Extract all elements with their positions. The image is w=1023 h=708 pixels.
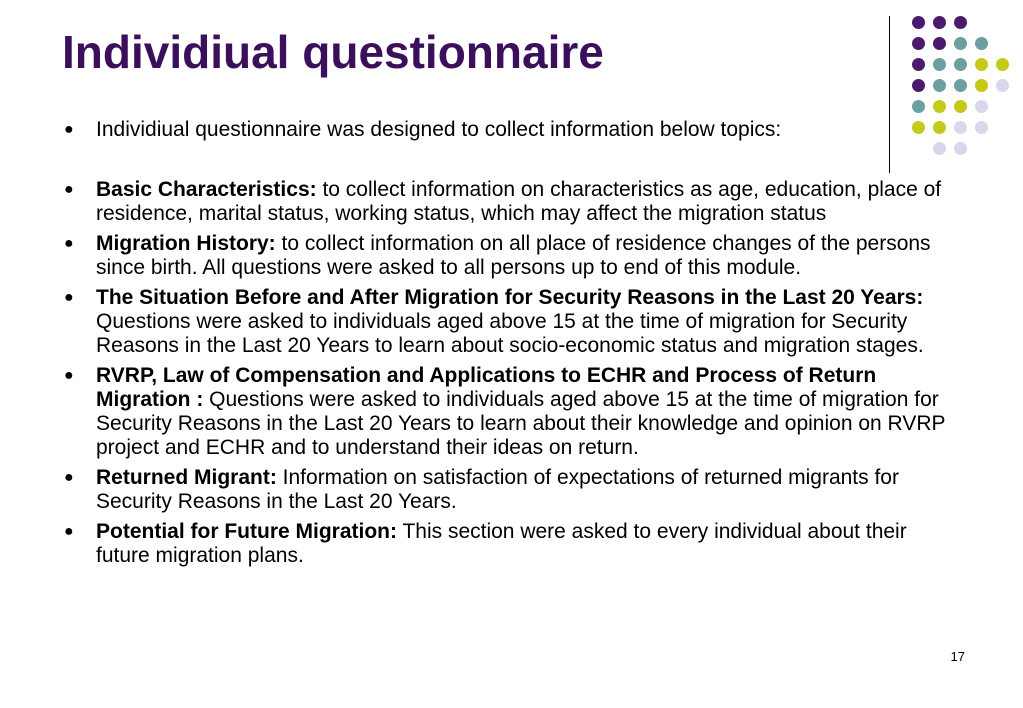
decorative-dot — [954, 142, 967, 155]
topic-lead: The Situation Before and After Migration for Security Reasons in the Last 20 Years: — [96, 286, 924, 309]
topic-lead: Migration History: — [96, 232, 276, 255]
decorative-dot — [933, 16, 946, 29]
decorative-dot — [975, 37, 988, 50]
decorative-dot — [996, 58, 1009, 71]
decorative-dot — [954, 121, 967, 134]
topic-item-migration-history — [64, 232, 964, 280]
decorative-dot — [933, 58, 946, 71]
topic-item-future-migration — [64, 520, 964, 568]
decorative-dot — [975, 79, 988, 92]
decorative-dot — [933, 37, 946, 50]
topic-lead: Basic Characteristics: — [96, 178, 317, 201]
decorative-dot — [996, 79, 1009, 92]
decorative-dot — [975, 100, 988, 113]
decorative-dot — [975, 58, 988, 71]
topic-item-basic-characteristics — [64, 178, 964, 226]
topic-text: Information on satisfaction of expectations of returned migrants for Security Reasons in the Last 20 Years. — [96, 466, 899, 513]
bullet-icon: ● — [64, 121, 74, 138]
decorative-dot — [954, 58, 967, 71]
decorative-dot — [933, 79, 946, 92]
intro-bullet — [64, 118, 944, 142]
decorative-dot — [933, 142, 946, 155]
topic-lead: RVRP, Law of Compensation and Applications to ECHR and Process of Return Migration : — [96, 364, 877, 411]
topic-list — [64, 178, 964, 574]
bullet-icon: ● — [64, 469, 74, 486]
decorative-dot — [912, 37, 925, 50]
topic-text: to collect information on characteristics as age, education, place of residence, marital status, working status, which may affect the migration status — [96, 178, 942, 225]
topic-text: to collect information on all place of residence changes of the persons since birth. All questions were asked to all persons up to end of this module. — [96, 232, 931, 279]
topic-lead: Potential for Future Migration: — [96, 520, 397, 543]
decorative-dot — [954, 79, 967, 92]
bullet-icon: ● — [64, 181, 74, 198]
topic-item-rvrp-echr — [64, 364, 964, 460]
decorative-dot — [975, 121, 988, 134]
page-number: 17 — [950, 649, 965, 664]
topic-item-returned-migrant — [64, 466, 964, 514]
topic-text: Questions were asked to individuals aged above 15 at the time of migration for Security Reasons in the Last 20 Years to learn about socio-economic status and migration stages. — [96, 310, 924, 357]
decorative-dot — [912, 79, 925, 92]
topic-lead: Returned Migrant: — [96, 466, 277, 489]
topic-text: Questions were asked to individuals aged above 15 at the time of migration for Security Reasons in the Last 20 Years to learn about their knowledge and opinion on RVRP project and ECHR and to understand their ideas on return. — [96, 388, 946, 459]
decorative-dot — [912, 16, 925, 29]
bullet-icon: ● — [64, 367, 74, 384]
slide-title: Individiual questionnaire — [62, 26, 604, 78]
decorative-dot — [912, 58, 925, 71]
decorative-dot — [954, 37, 967, 50]
topic-item-situation-before-after — [64, 286, 964, 358]
bullet-icon: ● — [64, 523, 74, 540]
bullet-icon: ● — [64, 289, 74, 306]
decorative-dot — [933, 100, 946, 113]
topic-text: This section were asked to every individual about their future migration plans. — [96, 520, 907, 567]
decorative-dot — [954, 16, 967, 29]
intro-text: Individiual questionnaire was designed to collect information below topics: — [96, 118, 782, 141]
decorative-dot — [912, 100, 925, 113]
decorative-dot — [954, 100, 967, 113]
bullet-icon: ● — [64, 235, 74, 252]
divider-line — [889, 16, 890, 173]
